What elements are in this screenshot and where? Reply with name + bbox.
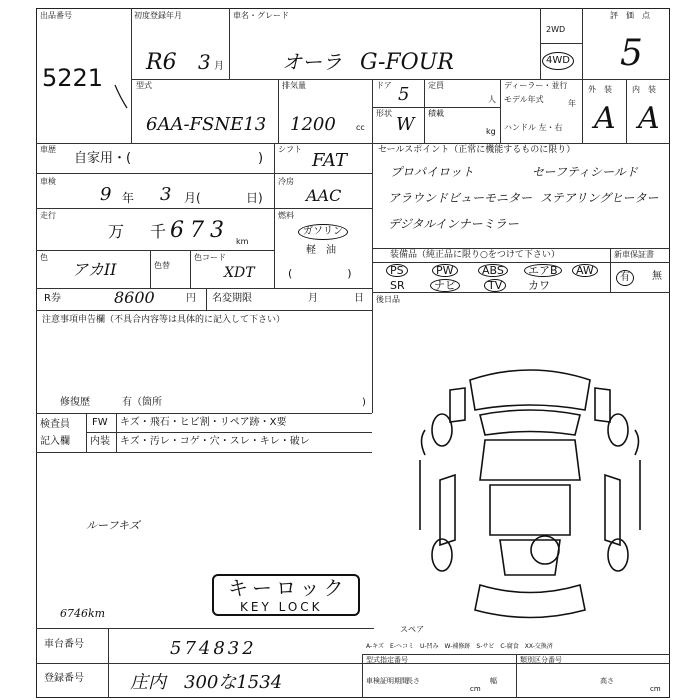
- shape: W: [396, 114, 415, 135]
- inspector-int-items: キズ・汚レ・コゲ・穴・スレ・キレ・破レ: [120, 436, 310, 447]
- doors-label: ドア: [376, 81, 392, 90]
- load-unit: kg: [486, 127, 496, 136]
- insp-month: 3: [160, 184, 172, 205]
- damage-legend: A-キズ E-ヘコミ U-凹み W-補修跡 S-サビ C-腐食 XX-交換済: [366, 643, 553, 650]
- dim-label: 長さ: [406, 677, 420, 685]
- inspection-label: 車検: [40, 177, 56, 186]
- fuel-gasoline: ガソリン: [298, 224, 348, 240]
- reg-era: R6: [146, 50, 177, 75]
- ac-value: AAC: [306, 186, 342, 205]
- score-label: 評 価 点: [610, 11, 650, 20]
- inspector-note-2: 6746km: [60, 607, 106, 620]
- first-reg-label: 初度登録年月: [134, 11, 182, 20]
- grade: G-FOUR: [360, 50, 454, 75]
- exterior-grade: A: [594, 101, 616, 136]
- lot-number-label: 出品番号: [40, 11, 72, 20]
- exterior-label: 外 装: [588, 85, 612, 94]
- color-change-label: 色替: [154, 261, 170, 270]
- model-year-label: モデル年式: [504, 95, 544, 104]
- model-grade-label: 車名・グレード: [233, 11, 289, 20]
- interior-grade: A: [638, 101, 660, 136]
- inspector-naiso: 内装: [90, 436, 110, 447]
- warranty-no: 無: [652, 271, 662, 282]
- height-cm: cm: [650, 685, 661, 693]
- key-lock-en: KEY LOCK: [240, 600, 323, 614]
- car-diagram: [410, 360, 650, 630]
- equip-navi: ナビ: [430, 279, 460, 292]
- color-label: 色: [40, 253, 48, 262]
- shift-value: FAT: [312, 150, 347, 171]
- repair-value: 有（箇所: [122, 397, 162, 408]
- mileage-value: 673: [170, 218, 230, 243]
- fuel-label: 燃料: [278, 211, 294, 220]
- day-unit: 日): [246, 191, 263, 205]
- yen-unit: 円: [186, 293, 196, 304]
- fuel-diesel: 軽 油: [306, 245, 336, 256]
- width-label: 幅: [490, 677, 497, 685]
- equip-aw: AW: [572, 264, 598, 277]
- pen-stroke: [112, 82, 132, 112]
- interior-label: 内 装: [632, 85, 656, 94]
- period-label: 車検証明期間: [366, 677, 408, 685]
- history-close: ): [258, 151, 264, 166]
- shape-label: 形状: [376, 109, 392, 118]
- inspector-fw: FW: [92, 417, 108, 428]
- reg-label: 登録番号: [44, 673, 84, 684]
- displacement-unit: cc: [356, 123, 365, 132]
- after-install-label: 後日品: [376, 295, 400, 304]
- reg-month: 3: [198, 50, 211, 74]
- equipment-label: 装備品（純正品に限り○をつけて下さい）: [390, 250, 560, 260]
- equip-ps: PS: [386, 264, 408, 277]
- spare-label: スペア: [400, 625, 424, 634]
- equip-tv: TV: [484, 279, 506, 292]
- inspector-note-1: ルーフキズ: [86, 519, 140, 532]
- doors: 5: [398, 84, 410, 105]
- warranty-yes: 有: [616, 270, 634, 286]
- key-lock-jp: キーロック: [228, 576, 348, 600]
- reg-month-unit: 月: [214, 61, 224, 72]
- model-year-unit: 年: [568, 99, 576, 108]
- sales-point-4: ステアリングヒーター: [540, 191, 659, 205]
- equip-pw: PW: [432, 264, 458, 277]
- inspector-ext-items: キズ・飛石・ヒビ割・リペア跡・X要: [120, 417, 287, 428]
- warranty-label: 新車保証書: [614, 250, 654, 259]
- color-code: XDT: [224, 265, 255, 281]
- capacity-label: 定員: [428, 81, 444, 90]
- fuel-paren: ( ): [288, 267, 352, 280]
- history-label: 車歴: [40, 145, 56, 154]
- notes-label: 注意事項申告欄（不具合内容等は具体的に記入して下さい）: [42, 315, 286, 325]
- score: 5: [620, 33, 643, 74]
- day-unit2: 日: [354, 293, 364, 304]
- color-code-label: 色コード: [194, 253, 226, 262]
- equip-leather: カワ: [528, 279, 550, 292]
- sales-points-label: セールスポイント（正常に機能するものに限り）: [378, 145, 576, 155]
- r-ken-value: 8600: [114, 288, 155, 307]
- history-value: 自家用・(: [74, 151, 132, 166]
- month-unit: 月(: [184, 191, 201, 205]
- color-value: アカII: [72, 260, 117, 279]
- inspector-label-2: 記入欄: [40, 436, 70, 447]
- repair-close: ): [362, 397, 366, 408]
- repair-label: 修復歴: [60, 397, 90, 408]
- drive-4wd: 4WD: [542, 52, 574, 70]
- model-code: 6AA-FSNE13: [146, 114, 267, 135]
- handle-label: ハンドル 左・右: [504, 123, 563, 132]
- dealer-label: ディーラー・並行: [504, 81, 568, 90]
- shift-label: シフト: [278, 145, 302, 154]
- equip-airbag: エアB: [524, 264, 562, 277]
- sales-point-1: プロパイロット: [390, 165, 474, 179]
- class-label: 類別区分番号: [520, 656, 562, 664]
- type-label: 型式: [136, 81, 152, 90]
- height-label: 高さ: [600, 677, 614, 685]
- displacement: 1200: [290, 114, 336, 135]
- sales-point-3: アラウンドビューモニター: [388, 191, 533, 205]
- man-unit: 万: [108, 222, 125, 241]
- inspector-label: 検査員: [40, 419, 70, 430]
- mileage-label: 走行: [40, 211, 56, 220]
- title-change-label: 名変期限: [212, 293, 252, 304]
- drive-2wd: 2WD: [546, 25, 566, 34]
- dim-cm: cm: [470, 685, 481, 693]
- sales-point-5: デジタルインナーミラー: [388, 217, 519, 231]
- insp-year: 9: [100, 184, 112, 205]
- lot-number: 5221: [42, 64, 104, 92]
- sen-unit: 千: [150, 222, 167, 241]
- cert-label: 型式指定番号: [366, 656, 408, 664]
- capacity-unit: 人: [488, 95, 496, 104]
- displacement-label: 排気量: [282, 81, 306, 90]
- sales-point-2: セーフティシールド: [532, 165, 638, 179]
- equip-sr: SR: [390, 279, 405, 292]
- reg-number: 庄内 300な1534: [130, 672, 283, 693]
- load-label: 積載: [428, 109, 444, 118]
- r-ken-label: R券: [44, 293, 61, 304]
- equip-abs: ABS: [478, 264, 508, 277]
- model-name: オーラ: [282, 50, 342, 74]
- frame-number: 574832: [170, 638, 257, 659]
- ac-label: 冷房: [278, 177, 294, 186]
- year-unit: 年: [122, 191, 135, 205]
- month-unit2: 月: [308, 293, 318, 304]
- frame-label: 車台番号: [44, 639, 84, 650]
- km-unit: km: [236, 237, 249, 246]
